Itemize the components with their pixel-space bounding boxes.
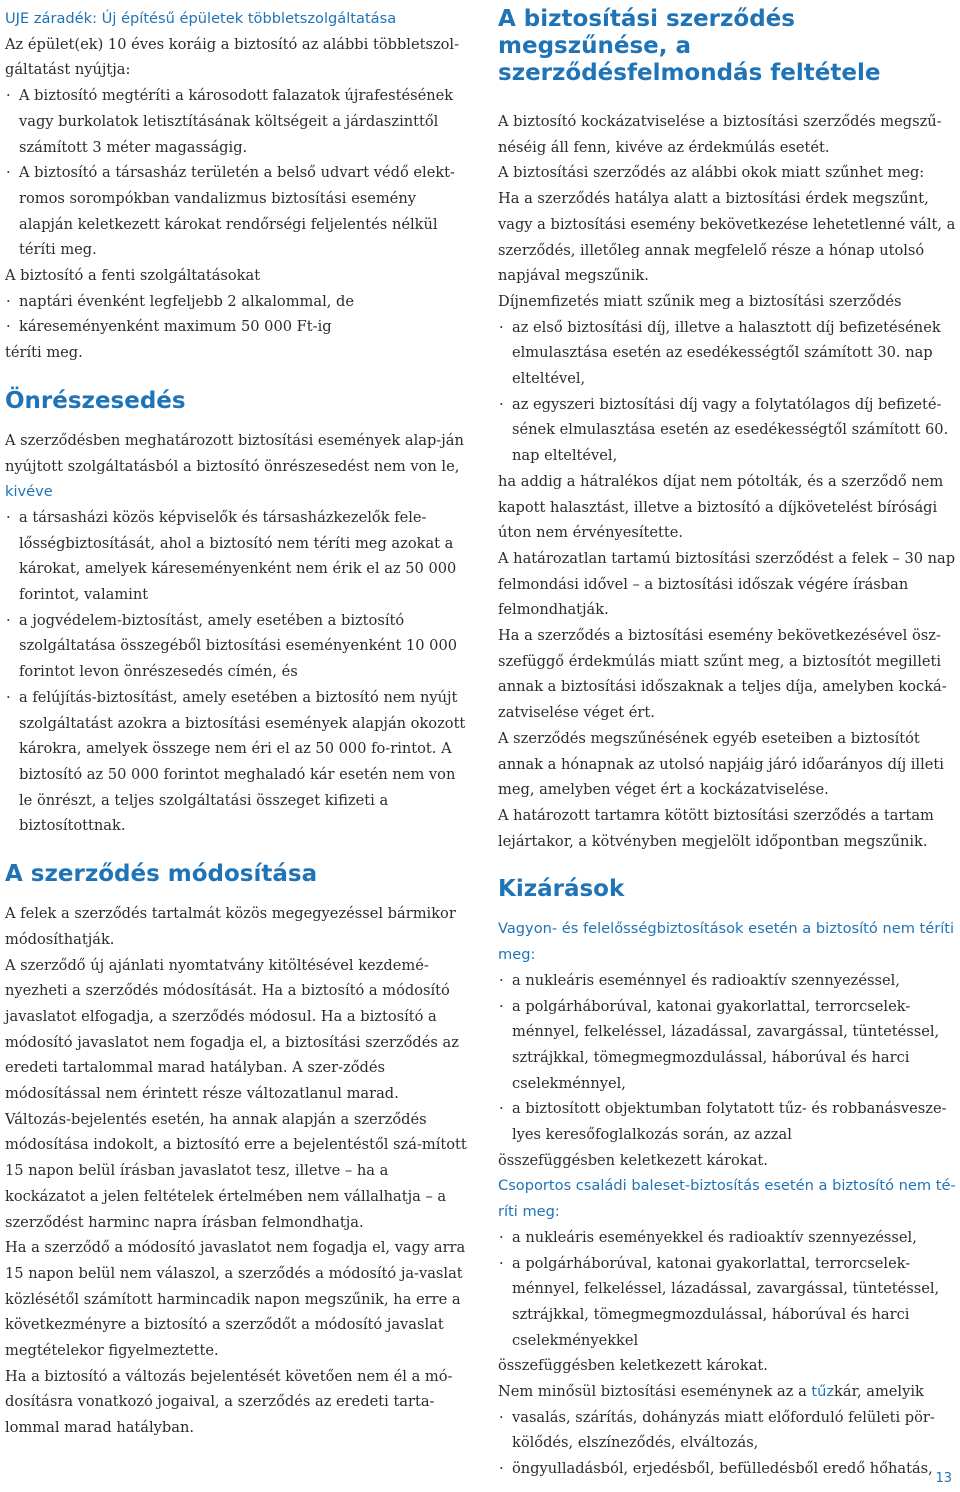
modositas-paragraph: A felek a szerződés tartalmát közös megegyezéssel bármikor módosíthatják. — [5, 905, 456, 948]
megszunes-paragraph: Ha a szerződés a biztosítási esemény bekövetkezésével ösz-szefüggő érdekmúlás miatt szűnt meg, a biztosítót megilleti annak a biztosítási időszaknak a teljes díja, amelyben kocká-zatviselése véget ért. — [498, 627, 947, 722]
list-item: · a nukleáris eseményekkel és radioaktív szennyezéssel, — [498, 1225, 958, 1251]
modositas-paragraph: A szerződő új ajánlati nyomtatvány kitöltésével kezdemé-nyezheti a szerződés módosítását. Ha a biztosító a módosító javaslatot elfogadja, a szerződés módosul. Ha a biztosító a módosító javaslatot nem fogadja el, a biztosítási szerződés az eredeti tartalommal marad hatályban. A szer-ződés módosítással nem érintett része változatlanul marad. Változás-bejelentés esetén, ha annak alapján a szerződés módosítása indokolt, a biztosító erre a bejelentéstől szá-mított 15 napon belül írásban javaslatot tesz, illetve – ha a kockázatot a jelen feltételek értelmében nem vállalhatja – a szerződést harminc napra írásban felmondhatja. — [5, 956, 467, 1231]
list-item: · a polgárháborúval, katonai gyakorlattal, terrorcselek-ménnyel, felkeléssel, lázadással, zavargással, tüntetéssel, sztrájkkal, tömegmegmozdulással, háborúval és harci cselekményekkel — [498, 1251, 958, 1354]
uje-intro: Az épület(ek) 10 éves koráig a biztosító az alábbi többletszol-gáltatást nyújtja: — [5, 35, 460, 79]
kizarasok-tail: összefüggésben keletkezett károkat. — [498, 1357, 768, 1375]
list-item: · A biztosító megtéríti a károsodott falazatok újrafestésének vagy burkolatok letisztításának költségeit a járdaszinttől számított 3 méter magasságig. — [5, 83, 467, 160]
list-item: · a felújítás-biztosítást, amely esetében a biztosító nem nyújt szolgáltatást azokra a biztosítási események alapján okozott károkra, amelyek összege nem éri el az 50 000 fo-rintot. A biztosító az 50 000 forintot meghaladó kár esetén nem von le önrészt, a teljes szolgáltatási összeget kifizeti a biztosítottnak. — [5, 685, 467, 839]
list-item: · vasalás, szárítás, dohányzás miatt előforduló felületi pör-kölődés, elszíneződés, elváltozás, — [498, 1405, 958, 1456]
nem-minosul-pre: Nem minősül biztosítási eseménynek az a — [498, 1383, 812, 1401]
uje-title-text: Új építésű épületek többletszolgáltatása — [97, 10, 397, 27]
list-item: · A biztosító a társasház területén a belső udvart védő elekt-romos sorompókban vandalizmus biztosítási esemény alapján keletkezett károkat rendőrségi feljelentés nélkül téríti meg. — [5, 160, 467, 263]
page-number: 13 — [935, 1471, 952, 1486]
onreszesedes-intro-text: A szerződésben meghatározott biztosítási események alap-ján nyújtott szolgáltatásból a biztosító önrészesedést nem von le, — [5, 431, 464, 475]
megszunes-paragraph: A biztosító kockázatviselése a biztosítási szerződés megszű-néséig áll fenn, kivéve az érdekmúlás esetét. — [498, 113, 942, 156]
megszunes-heading: A biztosítási szerződés megszűnése, a szerződésfelmondás feltétele — [498, 6, 881, 86]
list-item: · a polgárháborúval, katonai gyakorlattal, terrorcselek-ménnyel, felkeléssel, lázadással, zavargással, tüntetéssel, sztrájkkal, tömegmegmozdulással, háborúval és harci cselekménnyel, — [498, 994, 958, 1097]
megszunes-paragraph: Ha a szerződés hatálya alatt a biztosítási érdek megszűnt, vagy a biztosítási esemény bekövetkezése lehetetlenné vált, a szerződés, illetőleg annak megfelelő része a hónap utolsó napjával megszűnik. — [498, 190, 956, 285]
onreszesedes-heading: Önrészesedés — [5, 387, 186, 414]
megszunes-paragraph: ha addig a hátralékos díjat nem pótolták, és a szerződő nem kapott halasztást, illetve a biztosító a díjkövetelést bírósági úton nem érvényesítette. — [498, 472, 944, 542]
tuz-text: tűz — [811, 1383, 835, 1401]
uje-fenti: A biztosító a fenti szolgáltatásokat — [5, 267, 261, 285]
list-item: · káreseményenként maximum 50 000 Ft-ig — [5, 314, 467, 340]
list-item: · naptári évenként legfeljebb 2 alkalommal, de — [5, 289, 467, 315]
megszunes-paragraph: Díjnemfizetés miatt szűnik meg a biztosítási szerződés — [498, 292, 902, 310]
modositas-paragraph: Ha a biztosító a változás bejelentését követően nem él a mó-dosításra vonatkozó jogaival, a szerződés az eredeti tarta-lommal marad hatályban. — [5, 1367, 453, 1437]
list-item: · a társasházi közös képviselők és társasházkezelők fele-lősségbiztosítását, ahol a biztosító nem téríti meg azokat a károkat, amelyek káreseményenként nem érik el az 50 000 forintot, valamint — [5, 505, 467, 608]
list-item: · a biztosított objektumban folytatott tűz- és robbanásvesze-lyes keresőfoglalkozás során, az azzal — [498, 1096, 958, 1147]
kizarasok-heading: Kizárások — [498, 876, 625, 903]
list-item: · a nukleáris eseménnyel és radioaktív szennyezéssel, — [498, 968, 958, 994]
kiveve-text: kivéve — [5, 483, 53, 501]
left-column — [5, 6, 467, 1441]
kizarasok-tail: összefüggésben keletkezett károkat. — [498, 1151, 768, 1169]
kizarasok-subheading: Csoportos családi baleset-biztosítás esetén a biztosító nem té-ríti meg: — [498, 1177, 956, 1221]
onreszesedes-intro — [5, 428, 467, 505]
uje-title — [5, 6, 467, 32]
uje-label: UJE záradék: — [5, 10, 98, 27]
megszunes-paragraph: A szerződés megszűnésének egyéb eseteiben a biztosítót annak a hónapnak az utolsó napjáig járó időarányos díj illeti meg, amelyben véget ért a kockázatviselése. — [498, 729, 944, 799]
megszunes-paragraph: A biztosítási szerződés az alábbi okok miatt szűnhet meg: — [498, 164, 925, 182]
list-item: · az első biztosítási díj, illetve a halasztott díj befizetésének elmulasztása esetén az esedékességtől számított 30. nap elteltével, — [498, 315, 958, 392]
modositas-heading: A szerződés módosítása — [5, 861, 318, 888]
kizarasok-subheading: Vagyon- és felelősségbiztosítások esetén a biztosító nem téríti meg: — [498, 920, 955, 964]
list-item: · az egyszeri biztosítási díj vagy a folytatólagos díj befizeté-sének elmulasztása esetén az esedékességtől számított 60. nap elteltével, — [498, 392, 958, 469]
modositas-paragraph: Ha a szerződő a módosító javaslatot nem fogadja el, vagy arra 15 napon belül nem válaszol, a szerződés a módosító ja-vaslat közlésétől számított harmincadik napon megszűnik, ha erre a következményre a biztosító a szerződőt a módosító javaslat megtételekor figyelmeztette. — [5, 1239, 466, 1360]
megszunes-paragraph: A határozatlan tartamú biztosítási szerződést a felek – 30 nap felmondási idővel – a biztosítási időszak végére írásban felmondhatják. — [498, 549, 956, 619]
nem-minosul-post: kár, amelyik — [834, 1383, 924, 1401]
uje-teriti: téríti meg. — [5, 344, 83, 362]
nem-minosul-line — [498, 1379, 958, 1405]
right-column — [498, 6, 958, 1482]
list-item: · a jogvédelem-biztosítást, amely esetében a biztosító szolgáltatása összegéből biztosítási eseményenként 10 000 forintot levon önrészesedés címén, és — [5, 608, 467, 685]
list-item: · öngyulladásból, erjedésből, befülledésből eredő hőhatás, — [498, 1456, 958, 1482]
megszunes-paragraph: A határozott tartamra kötött biztosítási szerződés a tartam lejártakor, a kötvényben megjelölt időpontban megszűnik. — [498, 806, 934, 850]
